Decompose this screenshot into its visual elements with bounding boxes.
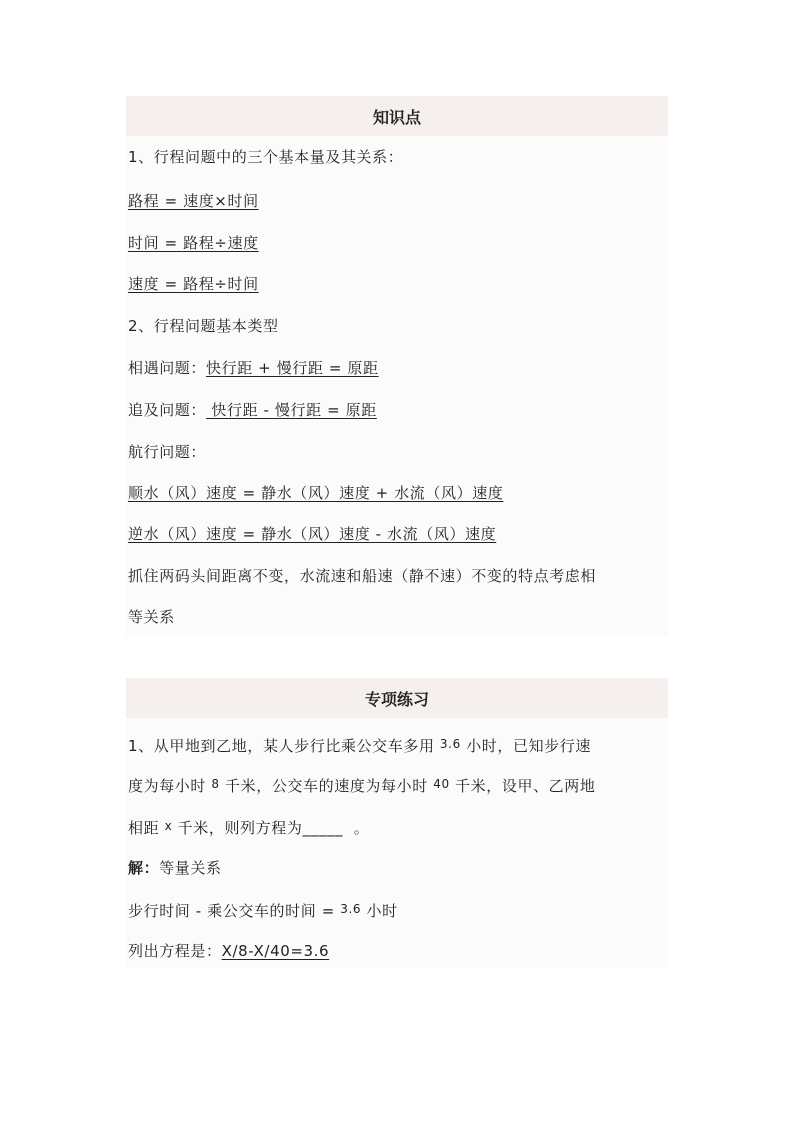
chase-label: 追及问题： [128,401,207,419]
solution-line [128,858,222,878]
relation-text-a: 步行时间 - 乘公交车的时间 = [128,902,335,920]
q2-text-a: 度为每小时 [128,777,207,795]
q2-text-b: 千米，公交车的速度为每小时 [225,777,428,795]
q1-hours: 3.6 [439,737,461,751]
meet-problem [128,358,379,378]
downstream-formula: 顺水（风）速度 = 静水（风）速度 + 水流（风）速度 [128,484,504,502]
q1-text-a: 1、从甲地到乙地，某人步行比乘公交车多用 [128,737,435,755]
equation-label: 列出方程是： [128,942,222,960]
knowledge-card [126,96,668,636]
equation: X/8-X/40=3.6 [221,942,330,960]
tip-line-2: 等关系 [128,608,175,626]
practice-card [126,678,668,968]
relation-heading: 1、行程问题中的三个基本量及其关系： [128,148,404,166]
q2-text-c: 千米，设甲、乙两地 [455,777,596,795]
practice-title: 专项练习 [126,678,668,718]
q3-var: x [164,819,173,833]
question-line-1 [128,734,591,756]
relation-text-b: 小时 [366,902,398,920]
sail-label: 航行问题： [128,443,207,461]
solution-label: 解： [128,859,160,877]
relation-hours: 3.6 [340,902,362,916]
q3-text-b: 千米，则列方程为_____ 。 [177,819,370,837]
knowledge-title: 知识点 [126,96,668,136]
formula-time: 时间 = 路程÷速度 [128,234,259,252]
relation-line [128,899,398,921]
chase-formula: 快行距 - 慢行距 = 原距 [206,401,377,419]
formula-speed: 速度 = 路程÷时间 [128,275,259,293]
q2-bus-speed: 40 [433,777,450,791]
question-line-3 [128,816,369,838]
equation-line [128,941,329,961]
upstream-formula: 逆水（风）速度 = 静水（风）速度 - 水流（风）速度 [128,525,497,543]
formula-distance: 路程 = 速度×时间 [128,192,259,210]
question-line-2 [128,774,595,796]
types-heading: 2、行程问题基本类型 [128,317,279,335]
meet-label: 相遇问题： [128,359,207,377]
solution-text: 等量关系 [159,859,222,877]
q2-walk-speed: 8 [211,777,220,791]
meet-formula: 快行距 + 慢行距 = 原距 [206,359,379,377]
chase-problem [128,400,377,420]
q1-text-b: 小时，已知步行速 [466,737,591,755]
q3-text-a: 相距 [128,819,160,837]
tip-line-1: 抓住两码头间距离不变，水流速和船速（静不速）不变的特点考虑相 [128,567,597,585]
